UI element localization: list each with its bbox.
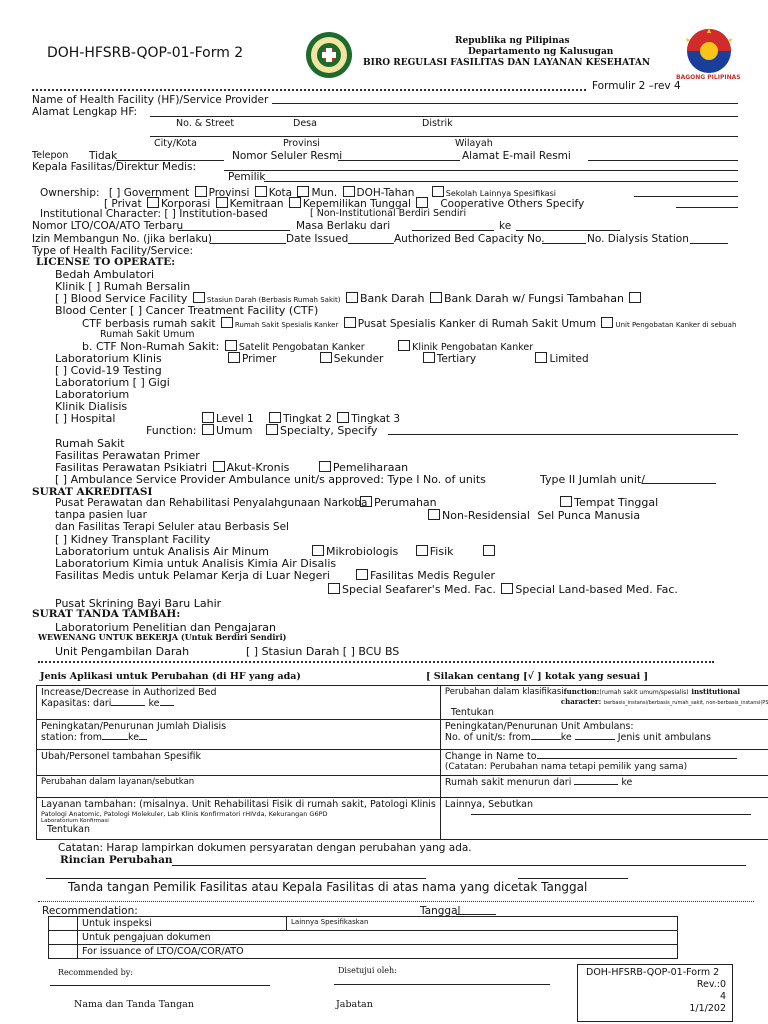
rec-checkbox-3[interactable] bbox=[49, 945, 78, 959]
akut-checkbox[interactable] bbox=[213, 461, 225, 472]
klinik-item[interactable]: Klinik [ ] Rumah Bersalin bbox=[55, 280, 191, 293]
recommended-by-label: Recommended by: bbox=[58, 968, 133, 977]
stasiun-bcu-item[interactable]: [ ] Stasiun Darah [ ] BCU BS bbox=[246, 645, 400, 658]
lab-air-item[interactable]: Laboratorium untuk Analisis Air Minum bbox=[55, 545, 269, 558]
dialysis-label: No. Dialysis Station bbox=[587, 233, 689, 245]
kota-checkbox[interactable] bbox=[255, 186, 267, 197]
ambulance-to-label: ke bbox=[560, 732, 572, 743]
address-field-2[interactable] bbox=[150, 136, 738, 137]
level1-checkbox[interactable] bbox=[202, 412, 214, 423]
lto-heading: LICENSE TO OPERATE: bbox=[36, 256, 176, 268]
street-caption: No. & Street bbox=[176, 118, 235, 129]
mobile-field[interactable] bbox=[338, 160, 460, 161]
level1-label: Level 1 bbox=[216, 413, 254, 425]
rec-others-label: Lainnya Spesifikaskan bbox=[287, 917, 678, 931]
sekunder-checkbox[interactable] bbox=[320, 352, 332, 363]
land-based-checkbox[interactable] bbox=[501, 583, 513, 594]
authorized-beds-label: Authorized Bed Capacity No. bbox=[394, 233, 545, 245]
province-caption: Provinsi bbox=[283, 138, 320, 149]
kidney-item[interactable]: [ ] Kidney Transplant Facility bbox=[55, 533, 211, 546]
department-title: Departamento ng Kalusugan bbox=[468, 47, 614, 57]
signature-name-field[interactable] bbox=[46, 878, 426, 879]
blood-service-option[interactable]: [ ] Blood Service Facility bbox=[55, 292, 188, 305]
bedah-item[interactable]: Bedah Ambulatori bbox=[55, 268, 155, 281]
type2-label: Type II Jumlah unit/ bbox=[540, 473, 645, 486]
ambulance-from-label: No. of unit/s: from bbox=[444, 732, 531, 743]
beds-field[interactable] bbox=[542, 243, 586, 244]
changes-heading: Jenis Aplikasi untuk Perubahan (di HF yang ada) bbox=[40, 671, 301, 682]
mobile-label: Nomor Seluler Resmi bbox=[232, 150, 343, 162]
validity-from-field[interactable] bbox=[412, 230, 494, 231]
rs-umum-label: Rumah Sakit Umum bbox=[100, 329, 195, 340]
tingkat3-checkbox[interactable] bbox=[337, 412, 349, 423]
rec-checkbox-1[interactable] bbox=[49, 917, 78, 931]
ambulance-item[interactable]: [ ] Ambulance Service Provider Ambulance unit/s approved: Type I No. of units bbox=[55, 473, 486, 486]
coop-label: Cooperative Others Specify bbox=[440, 198, 585, 210]
head-field[interactable] bbox=[224, 170, 738, 171]
permit-field[interactable] bbox=[210, 243, 286, 244]
rincian-label: Rincian Perubahan bbox=[60, 854, 173, 866]
bureau-title: BIRO REGULASI FASILITAS DAN LAYANAN KESEHATAN bbox=[363, 58, 651, 68]
dialysis-change-cell[interactable] bbox=[37, 720, 441, 750]
pusat-label: Pusat Spesialis Kanker di Rumah Sakit Umum bbox=[357, 318, 597, 330]
dialysis-from-label: station: from bbox=[41, 732, 103, 743]
classification-label: Perubahan dalam klasifikasi bbox=[444, 687, 564, 697]
fisik-label: Fisik bbox=[429, 545, 454, 558]
perumahan-row bbox=[358, 496, 658, 509]
doc-code: DOH-HFSRB-QOP-01-Form 2 bbox=[586, 967, 720, 978]
lto-label: Nomor LTO/COA/ATO Terbaru bbox=[32, 220, 184, 232]
rumah-sakit-item[interactable]: Rumah Sakit bbox=[55, 437, 125, 450]
section-separator bbox=[38, 661, 714, 663]
downgrade-cell[interactable] bbox=[440, 776, 768, 798]
non-inst-option[interactable]: [ Non-Institutional Berdiri Sendiri bbox=[310, 208, 467, 219]
lab-klinis-item[interactable]: Laboratorium Klinis bbox=[55, 352, 162, 365]
seafarer-row bbox=[326, 583, 678, 596]
hospital-item[interactable]: [ ] Hospital bbox=[55, 412, 116, 425]
limited-label: Limited bbox=[549, 353, 589, 365]
dialysis-change-label: Peningkatan/Penurunan Jumlah Dialisis bbox=[41, 721, 227, 732]
doh-checkbox[interactable] bbox=[343, 186, 355, 197]
stasiun-checkbox[interactable] bbox=[193, 292, 205, 303]
form-code: DOH-HFSRB-QOP-01-Form 2 bbox=[47, 45, 244, 61]
tertiary-label: Tertiary bbox=[436, 353, 477, 365]
downgrade-to-label: ke bbox=[621, 777, 633, 788]
personnel-change-label: Ubah/Personel tambahan Spesifik bbox=[41, 751, 201, 762]
korporasi-checkbox[interactable] bbox=[147, 197, 159, 208]
district-caption: Distrik bbox=[422, 118, 453, 129]
government-option[interactable]: [ ] Government bbox=[108, 187, 190, 199]
seafarer-checkbox[interactable] bbox=[328, 583, 340, 594]
type2-field[interactable] bbox=[642, 483, 716, 484]
signature-caption: Tanda tangan Pemilik Fasilitas atau Kepala Fasilitas di atas nama yang dicetak Tanggal bbox=[68, 880, 588, 894]
changes-instruction: [ Silakan centang [√ ] kotak yang sesuai ] bbox=[426, 671, 649, 682]
mun-checkbox[interactable] bbox=[297, 186, 309, 197]
function-label: Function: bbox=[146, 424, 197, 437]
additional-service-label: Layanan tambahan: (misalnya. Unit Rehabilitasi Fisik di rumah sakit, Patologi Klinis bbox=[41, 799, 436, 810]
classification-cell[interactable] bbox=[440, 686, 768, 720]
date-issued-label: Date Issued bbox=[286, 233, 349, 245]
kepemilikan-label: Kepemilikan Tunggal bbox=[302, 198, 411, 210]
phone-none: Tidak bbox=[89, 150, 118, 162]
function-row bbox=[146, 424, 377, 437]
name-change-note: (Catatan: Perubahan nama tetapi pemilik yang sama) bbox=[444, 762, 688, 772]
reguler-label: Fasilitas Medis Reguler bbox=[370, 569, 495, 582]
validity-label: Masa Berlaku dari bbox=[296, 220, 391, 232]
lto-field[interactable] bbox=[178, 230, 290, 231]
name-change-cell[interactable] bbox=[440, 750, 768, 776]
changes-table bbox=[36, 685, 768, 840]
rec-checkbox-2[interactable] bbox=[49, 931, 78, 945]
recommendation-label: Recommendation: bbox=[42, 905, 138, 917]
fisik-checkbox[interactable] bbox=[416, 545, 428, 556]
limited-checkbox[interactable] bbox=[535, 352, 547, 363]
ambulance-change-cell[interactable] bbox=[440, 720, 768, 750]
facility-name-field[interactable] bbox=[272, 103, 738, 104]
tertiary-checkbox[interactable] bbox=[423, 352, 435, 363]
personnel-change-cell[interactable] bbox=[37, 750, 441, 776]
tingkat3-label: Tingkat 3 bbox=[351, 413, 401, 425]
city-caption: City/Kota bbox=[154, 138, 197, 149]
doc-date: 1/1/202 bbox=[689, 1003, 726, 1014]
recommendation-date-field[interactable] bbox=[456, 914, 496, 915]
kepemilikan-checkbox[interactable] bbox=[289, 197, 301, 208]
sekunder-label: Sekunder bbox=[333, 353, 384, 365]
skrining-item[interactable]: Pusat Skrining Bayi Baru Lahir bbox=[55, 597, 222, 610]
ctf-non-label: b. CTF Non-Rumah Sakit: bbox=[82, 340, 220, 353]
school-checkbox[interactable] bbox=[432, 186, 444, 197]
terapi-label: dan Fasilitas Terapi Seluler atau Berbasis Sel bbox=[55, 521, 289, 533]
specialty-field[interactable] bbox=[388, 434, 738, 435]
name-change-label: Change in Name to bbox=[444, 751, 537, 762]
bed-capacity-cell[interactable] bbox=[37, 686, 441, 720]
email-field[interactable] bbox=[588, 160, 738, 161]
kemitraan-checkbox[interactable] bbox=[216, 197, 228, 208]
psikiatri-item[interactable]: Fasilitas Perawatan Psikiatri bbox=[55, 461, 208, 474]
recommendation-table bbox=[48, 916, 678, 959]
owner-label: Pemilik bbox=[228, 171, 266, 183]
mun-label: Mun. bbox=[311, 187, 338, 199]
position-caption: Jabatan bbox=[336, 999, 373, 1010]
tempat-label: Tempat Tinggal bbox=[574, 496, 659, 509]
recommended-by-field[interactable] bbox=[50, 985, 270, 986]
lab-air-options bbox=[310, 545, 497, 558]
bagong-pilipinas-logo bbox=[676, 26, 741, 84]
lab-item[interactable]: Laboratorium bbox=[55, 388, 130, 401]
function-tag: function: bbox=[563, 687, 600, 696]
perumahan-checkbox[interactable] bbox=[360, 496, 372, 507]
unit-peng-checkbox[interactable] bbox=[601, 317, 613, 328]
doc-control-box bbox=[577, 964, 733, 1022]
republic-title: Republika ng Pilipinas bbox=[455, 36, 570, 46]
others-cell[interactable] bbox=[440, 798, 768, 840]
rec-option-3[interactable]: For issuance of LTO/COA/COR/ATO bbox=[78, 945, 678, 959]
dialisis-item[interactable]: Klinik Dialisis bbox=[55, 400, 128, 413]
fas-medis-item[interactable]: Fasilitas Medis untuk Pelamar Kerja di Luar Negeri bbox=[55, 569, 330, 582]
character-tag: character: bbox=[560, 697, 602, 706]
additional-service-examples: Patologi Anatomic, Patologi Molekuler, Lab Klinis Konfirmatori rHIVda, Kekurangan G6PD bbox=[41, 810, 328, 818]
tambahan-heading: SURAT TANDA TAMBAH: bbox=[32, 608, 181, 620]
kota-label: Kota bbox=[268, 187, 293, 199]
satelit-label: Satelit Pengobatan Kanker bbox=[238, 342, 365, 353]
ctf-item[interactable]: Blood Center [ ] Cancer Treatment Facility (CTF) bbox=[55, 304, 319, 317]
satelit-checkbox[interactable] bbox=[225, 340, 237, 351]
other-ownership-field[interactable] bbox=[634, 196, 738, 197]
phone-label: Telepon bbox=[32, 150, 69, 161]
approved-by-field[interactable] bbox=[334, 984, 550, 985]
tingkat2-checkbox[interactable] bbox=[269, 412, 281, 423]
ownership-label: Ownership: bbox=[40, 187, 100, 199]
function-note: (rumah sakit umum/spesialis) bbox=[599, 689, 689, 696]
perumahan-label: Perumahan bbox=[374, 496, 437, 509]
primer-checkbox[interactable] bbox=[228, 352, 240, 363]
permit-label: Izin Membangun No. (jika berlaku) bbox=[32, 233, 213, 245]
pemeliharaan-label: Pemeliharaan bbox=[332, 461, 409, 474]
bagong-pilipinas-label: BAGONG PILIPINAS bbox=[676, 74, 741, 81]
sel-punca-label[interactable]: Sel Punca Manusia bbox=[537, 509, 641, 522]
bed-capacity-label: Increase/Decrease in Authorized Bed bbox=[41, 687, 217, 698]
downgrade-label: Rumah sakit menurun dari bbox=[444, 777, 572, 788]
ambulance-type-label: Jenis unit ambulans bbox=[617, 732, 712, 743]
rincian-field[interactable] bbox=[172, 865, 746, 866]
pemeliharaan-checkbox[interactable] bbox=[319, 461, 331, 472]
klinik-peng-label: Klinik Pengobatan Kanker bbox=[412, 342, 534, 353]
name-signature-caption: Nama dan Tanda Tangan bbox=[74, 999, 194, 1010]
kimia-checkbox[interactable] bbox=[483, 545, 495, 556]
mikro-label: Mikrobiologis bbox=[326, 545, 399, 558]
specialty-label: Specialty, Specify bbox=[279, 424, 378, 437]
service-change-cell[interactable] bbox=[37, 776, 441, 798]
tempat-checkbox[interactable] bbox=[560, 496, 572, 507]
footer-separator bbox=[38, 901, 754, 902]
lab-gigi-item[interactable]: Laboratorium [ ] Gigi bbox=[55, 376, 170, 389]
additional-service-specify: Tentukan bbox=[47, 824, 90, 835]
kemitraan-label: Kemitraan bbox=[229, 198, 284, 210]
approved-by-label: Disetujui oleh: bbox=[338, 966, 397, 975]
specialty-checkbox[interactable] bbox=[266, 424, 278, 435]
akreditasi-heading: SURAT AKREDITASI bbox=[32, 486, 153, 498]
covid-item[interactable]: [ ] Covid-19 Testing bbox=[55, 364, 162, 377]
ctf-rs-label: CTF berbasis rumah sakit bbox=[82, 318, 216, 330]
pusat-checkbox[interactable] bbox=[344, 317, 356, 328]
seafarer-label: Special Seafarer's Med. Fac. bbox=[342, 583, 496, 596]
signature-date-field[interactable] bbox=[518, 878, 628, 879]
tingkat2-label: Tingkat 2 bbox=[283, 413, 332, 425]
school-label: Sekolah Lainnya Spesifikasi bbox=[445, 189, 556, 198]
bank-darah-label: Bank Darah bbox=[359, 292, 425, 305]
non-res-row bbox=[426, 509, 640, 522]
bank-fungsi-checkbox[interactable] bbox=[430, 292, 442, 303]
dialysis-field[interactable] bbox=[690, 243, 728, 244]
additional-service-cell[interactable] bbox=[37, 798, 441, 840]
doc-rev-number: 4 bbox=[719, 991, 726, 1002]
ctf-rs-checkbox[interactable] bbox=[221, 317, 233, 328]
bed-from-label: Kapasitas: dari bbox=[41, 698, 112, 709]
type-label: Type of Health Facility/Service: bbox=[32, 245, 193, 257]
doc-rev: Rev.:0 bbox=[696, 979, 726, 990]
pusat-perawatan-item[interactable]: Pusat Perawatan dan Rehabilitasi Penyalahgunaan Narkoba bbox=[55, 497, 368, 509]
private-option[interactable]: [ Privat bbox=[104, 198, 142, 210]
date-issued-field[interactable] bbox=[348, 243, 394, 244]
umum-checkbox[interactable] bbox=[202, 424, 214, 435]
email-label: Alamat E-mail Resmi bbox=[462, 150, 571, 162]
barangay-caption: Desa bbox=[293, 118, 317, 129]
recommendation-date-label: Tanggal bbox=[420, 905, 461, 917]
provinsi-checkbox[interactable] bbox=[195, 186, 207, 197]
ctf-rs-note: Rumah Sakit Spesialis Kanker bbox=[234, 321, 339, 329]
rec-option-1[interactable]: Untuk inspeksi bbox=[78, 917, 287, 931]
fas-reguler-row bbox=[354, 569, 495, 582]
validity-to-label: ke bbox=[499, 220, 512, 232]
facility-name-label: Name of Health Facility (HF)/Service Provider bbox=[32, 94, 269, 106]
service-change-label: Perubahan dalam layanan/sebutkan bbox=[41, 777, 195, 787]
lab-penelitian-item[interactable]: Laboratorium Penelitian dan Pengajaran bbox=[55, 621, 277, 634]
rec-option-2[interactable]: Untuk pengajuan dokumen bbox=[78, 931, 678, 945]
header-separator bbox=[32, 89, 586, 91]
reguler-checkbox[interactable] bbox=[356, 569, 368, 580]
korporasi-label: Korporasi bbox=[160, 198, 211, 210]
akut-label: Akut-Kronis bbox=[226, 461, 290, 474]
unit-peng-label: Unit Pengobatan Kanker di sebuah bbox=[615, 321, 737, 329]
bank-fungsi-label: Bank Darah w/ Fungsi Tambahan bbox=[444, 292, 624, 305]
bed-to-label: ke bbox=[148, 698, 160, 709]
dialysis-to-label: ke bbox=[128, 732, 140, 743]
inst-char-label: Institutional Character: [ ] Institution-based bbox=[40, 208, 268, 220]
non-res-label: Non-Residensial bbox=[442, 509, 530, 522]
region-caption: Wilayah bbox=[455, 138, 493, 149]
primer-label: Primer bbox=[242, 353, 277, 365]
character-note: berbasis_instansi/berbasis_rumah_sakit, non-berbasis_instansi(PS bbox=[603, 700, 768, 706]
mikro-checkbox[interactable] bbox=[312, 545, 324, 556]
unit-darah-item[interactable]: Unit Pengambilan Darah bbox=[55, 645, 190, 658]
catatan-note: Catatan: Harap lampirkan dokumen persyaratan dengan perubahan yang ada. bbox=[58, 842, 472, 854]
land-based-label: Special Land-based Med. Fac. bbox=[515, 583, 678, 596]
institutional-tag: institutional bbox=[691, 687, 741, 696]
additional-service-confirm: Laboratorium Konfirmasi bbox=[41, 818, 109, 824]
validity-to-field[interactable] bbox=[516, 230, 620, 231]
head-label: Kepala Fasilitas/Direktur Medis: bbox=[32, 161, 197, 173]
klinik-peng-checkbox[interactable] bbox=[398, 340, 410, 351]
provinsi-label: Provinsi bbox=[208, 187, 250, 199]
stasiun-label: Stasiun Darah (Berbasis Rumah Sakit) bbox=[206, 296, 341, 304]
address-field[interactable] bbox=[150, 116, 738, 117]
lab-kimia-item[interactable]: Laboratorium Kimia untuk Analisis Kimia Air Disalis bbox=[55, 557, 337, 570]
other-private-field[interactable] bbox=[676, 207, 738, 208]
umum-label: Umum bbox=[216, 424, 253, 437]
doh-label: DOH-Tahan bbox=[356, 187, 415, 199]
non-res-checkbox[interactable] bbox=[428, 509, 440, 520]
cooperative-checkbox[interactable] bbox=[416, 197, 428, 208]
primer-fac-item[interactable]: Fasilitas Perawatan Primer bbox=[55, 449, 200, 462]
address-label: Alamat Lengkap HF: bbox=[32, 106, 138, 118]
wewenang-heading: WEWENANG UNTUK BEKERJA (Untuk Berdiri Sendiri) bbox=[38, 632, 287, 642]
doh-seal-logo bbox=[305, 31, 353, 79]
ambulance-change-label: Peningkatan/Penurunan Unit Ambulans: bbox=[444, 721, 634, 732]
form-revision: Formulir 2 –rev 4 bbox=[592, 80, 681, 92]
others-label: Lainnya, Sebutkan bbox=[444, 799, 533, 810]
bank-fungsi-extra-checkbox[interactable] bbox=[629, 292, 641, 303]
bank-darah-checkbox[interactable] bbox=[346, 292, 358, 303]
owner-field[interactable] bbox=[264, 181, 738, 182]
classification-specify: Tentukan bbox=[450, 707, 494, 718]
lab-levels-row bbox=[226, 352, 589, 365]
tanpa-label: tanpa pasien luar bbox=[55, 509, 147, 521]
